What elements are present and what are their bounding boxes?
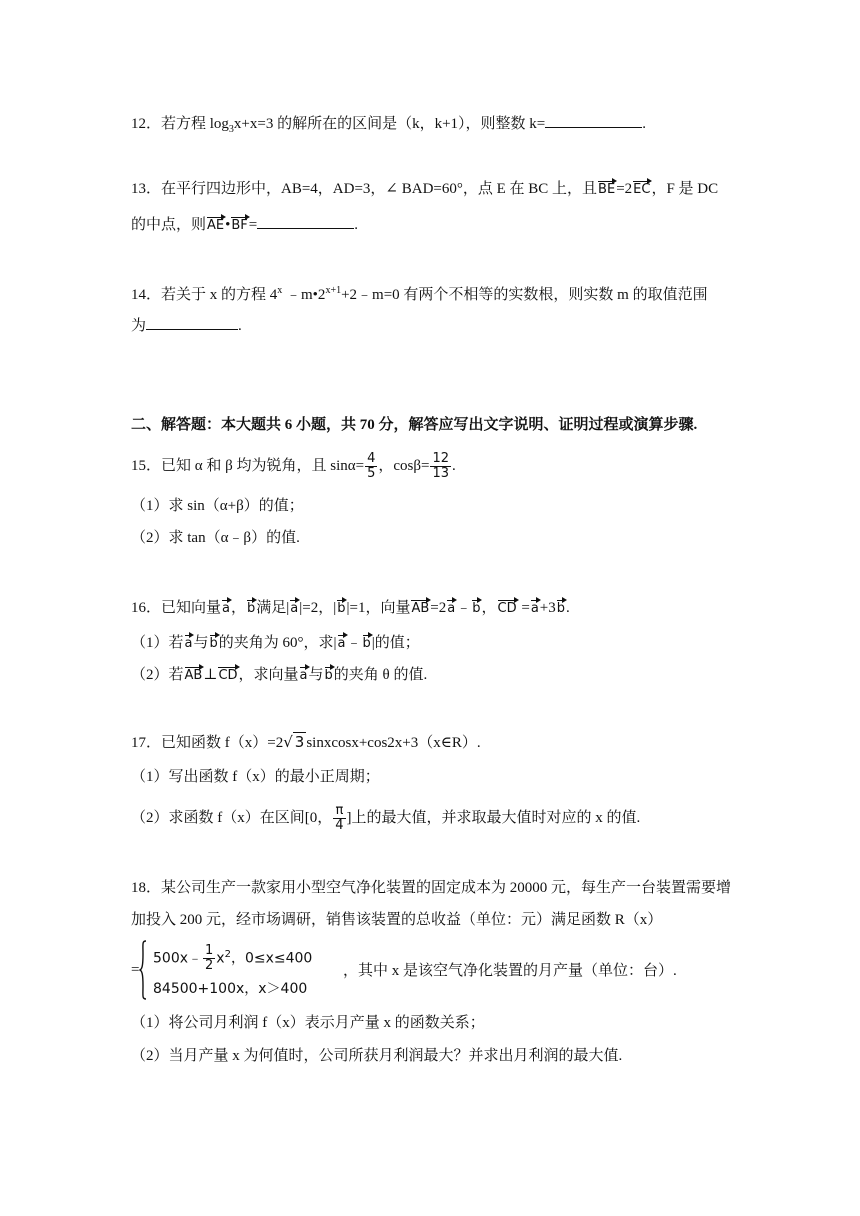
q16-p1-text-b: 的夹角为 60°，求|: [218, 635, 337, 651]
vector-be: BE: [598, 182, 616, 197]
vector-b: b: [209, 636, 218, 651]
q16-p2-text-c: 的夹角 θ 的值.: [333, 667, 428, 683]
vector-b: b: [556, 601, 566, 616]
q13-text-a: 13．在平行四边形中，AB=4，AD=3，∠ BAD=60°，点 E 在 BC 上，且: [131, 181, 598, 197]
q16-text-g: =: [517, 600, 530, 616]
q13-end: .: [354, 217, 359, 233]
vector-a: a: [222, 601, 230, 616]
q14-text-d: 为: [131, 318, 147, 334]
vector-a: a: [447, 601, 456, 616]
q13-dot: •: [225, 217, 231, 233]
q16-p1-text-c: |的值；: [371, 635, 420, 651]
q16-text-f: ，: [481, 600, 497, 616]
fraction-numerator: 1: [205, 943, 214, 958]
q14-answer-blank: [146, 314, 238, 330]
case1-text-b: x: [216, 950, 225, 967]
q17-text-b: sinxcosx+cos2x+3（x∈R）.: [306, 735, 481, 751]
vector-a: a: [290, 601, 299, 616]
q12-answer-blank: [545, 112, 642, 128]
q16-text-c: |=2，|: [299, 600, 337, 616]
vector-b: b: [324, 668, 333, 683]
q17-p2-text-b: ]上的最大值，并求取最大值时对应的 x 的值.: [346, 809, 641, 826]
q12-text-b: x+x=3 的解所在的区间是（k，k+1），则整数 k=: [233, 116, 546, 132]
q16-text-e: =2: [430, 600, 447, 616]
q14-exp-1: x: [277, 285, 283, 296]
q12-log-base: 3: [228, 124, 234, 135]
fraction-pi-4: [333, 804, 345, 833]
q13-eq2: =2: [616, 181, 633, 197]
question-18-part-2: （2）当月产量 x 为何值时，公司所获月利润最大？并求出月利润的最大值.: [131, 1048, 623, 1064]
vector-a: a: [184, 636, 193, 651]
q12-end: .: [642, 116, 647, 132]
q16-p2-text-b: ，求向量: [238, 667, 299, 683]
q16-yu: 与: [193, 635, 209, 651]
question-14-line-1: [131, 280, 708, 306]
left-brace-icon: [139, 940, 147, 1000]
q14-text-a: 14．若关于 x 的方程 4: [131, 287, 278, 303]
q14-exp-2: x+1: [325, 285, 342, 296]
fraction-numerator: 4: [367, 451, 376, 466]
fraction-numerator: π: [333, 804, 345, 819]
case1-text-c: ，0≤x≤400: [230, 950, 313, 967]
q16-end: .: [566, 600, 570, 616]
q14-text-b: ﹣m•2: [282, 287, 326, 303]
fraction-denominator: 4: [335, 818, 344, 833]
fraction-4-5: [365, 452, 377, 481]
q16-text-a: 16．已知向量: [131, 600, 222, 616]
question-16-part-2: [131, 664, 427, 686]
perpendicular-symbol: ⊥: [203, 667, 218, 683]
question-15-stem: [131, 452, 456, 481]
piecewise-case-1: [153, 944, 312, 973]
q16-comma: ，: [230, 600, 246, 616]
q16-minus: ﹣: [456, 600, 472, 616]
q13-answer-blank: [257, 213, 354, 229]
fraction-12-13: [430, 452, 451, 481]
q16-yu: 与: [308, 667, 324, 683]
q14-text-c: +2﹣m=0 有两个不相等的实数根，则实数 m 的取值范围: [341, 287, 708, 303]
q17-text-a: 17．已知函数 f（x）=2: [131, 735, 284, 751]
question-18-line-3-tail: ，其中 x 是该空气净化装置的月产量（单位：台）.: [343, 963, 677, 979]
q16-text-b: 满足|: [256, 600, 290, 616]
question-17-part-1: （1）写出函数 f（x）的最小正周期；: [131, 769, 380, 785]
question-12: [131, 112, 646, 141]
vector-ae: AE: [207, 218, 225, 233]
q13-text-b: ，F 是 DC: [651, 181, 719, 197]
vector-b: b: [362, 636, 371, 651]
fraction-1-2: [203, 944, 215, 973]
vector-a: a: [337, 636, 346, 651]
question-15-part-2: （2）求 tan（α﹣β）的值.: [131, 530, 300, 546]
vector-b: b: [472, 601, 481, 616]
vector-a: a: [530, 601, 539, 616]
question-17-stem: [131, 731, 481, 754]
q16-p2-text-a: （2）若: [131, 667, 184, 683]
question-14-line-2: [131, 314, 242, 337]
q14-end: .: [238, 318, 242, 334]
fraction-denominator: 13: [432, 466, 449, 481]
vector-ec: EC: [633, 182, 651, 197]
question-13-line-1: [131, 178, 718, 200]
q15-text-b: ，cosβ=: [378, 457, 430, 474]
question-17-part-2: [131, 804, 640, 833]
q16-text-d: |=1，向量: [346, 600, 411, 616]
q16-minus: ﹣: [346, 635, 362, 651]
piecewise-function: [139, 938, 351, 1002]
section-2-heading: 二、解答题：本大题共 6 小题，共 70 分，解答应写出文字说明、证明过程或演算步骤.: [131, 417, 698, 433]
fraction-denominator: 5: [367, 466, 376, 481]
vector-cd: CD: [218, 668, 238, 683]
q12-text-a: 12．若方程 log: [131, 116, 229, 132]
vector-ab: AB: [184, 668, 203, 683]
question-18-line-1: 18．某公司生产一款家用小型空气净化装置的固定成本为 20000 元，每生产一台装置需要增: [131, 880, 732, 896]
vector-b: b: [337, 601, 346, 616]
vector-ab: AB: [411, 601, 430, 616]
sqrt-symbol: √ 3: [283, 733, 305, 751]
question-18-part-1: （1）将公司月利润 f（x）表示月产量 x 的函数关系；: [131, 1015, 485, 1031]
q15-end: .: [452, 457, 456, 474]
vector-cd: CD: [497, 601, 517, 616]
q13-text-d: =: [248, 217, 258, 233]
case1-text-a: 500x﹣: [153, 950, 203, 967]
question-18-line-2: 加投入 200 元，经市场调研，销售该装置的总收益（单位：元）满足函数 R（x）: [131, 912, 663, 928]
sqrt-radicand: 3: [294, 733, 305, 751]
q13-text-c: 的中点，则: [131, 217, 207, 233]
q16-p1-text-a: （1）若: [131, 635, 184, 651]
question-13-line-2: [131, 213, 358, 236]
q16-text-h: +3: [539, 600, 556, 616]
vector-a: a: [299, 668, 308, 683]
vector-b: b: [247, 601, 256, 616]
question-15-part-1: （1）求 sin（α+β）的值；: [131, 498, 304, 514]
fraction-denominator: 2: [205, 958, 214, 973]
piecewise-case-2: 84500+100x，x＞400: [153, 981, 308, 997]
q15-text-a: 15．已知 α 和 β 均为锐角，且 sinα=: [131, 457, 365, 474]
q17-p2-text-a: （2）求函数 f（x）在区间[0，: [131, 809, 333, 826]
case1-exponent: 2: [224, 948, 231, 960]
fraction-numerator: 12: [432, 451, 449, 466]
question-16-stem: [131, 597, 570, 619]
q18-equals: =: [131, 962, 140, 978]
question-16-part-1: [131, 632, 420, 654]
vector-bf: BF: [231, 218, 248, 233]
